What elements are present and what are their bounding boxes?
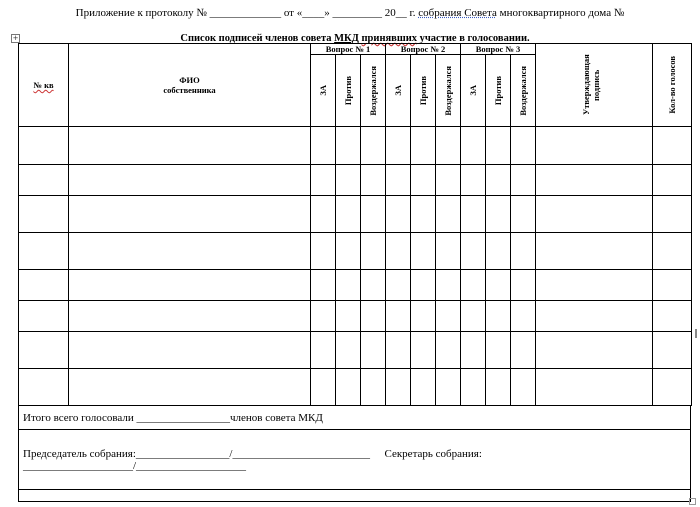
table-cell[interactable] (311, 332, 336, 369)
column-apt (19, 44, 69, 127)
table-cell[interactable] (511, 369, 536, 406)
table-body (19, 127, 692, 406)
column-fio-line1: ФИО (179, 75, 200, 85)
q1-for-label: ЗА (318, 85, 328, 96)
table-cell[interactable] (361, 127, 386, 165)
table-cell[interactable] (486, 127, 511, 165)
table-cell[interactable] (653, 369, 692, 406)
table-cell[interactable] (336, 332, 361, 369)
table-move-handle-icon[interactable]: + (12, 34, 19, 42)
table-cell[interactable] (361, 332, 386, 369)
table-row (19, 165, 692, 196)
table-cell[interactable] (361, 165, 386, 196)
table-resize-handle-icon[interactable] (689, 498, 696, 505)
table-cell[interactable] (386, 127, 411, 165)
table-cell[interactable] (411, 332, 436, 369)
column-fio (69, 44, 311, 127)
table-cell[interactable] (486, 369, 511, 406)
table-cell[interactable] (361, 233, 386, 270)
table-cell[interactable] (386, 270, 411, 301)
table-cell[interactable] (536, 165, 653, 196)
table-cell[interactable] (361, 196, 386, 233)
header-link: собрания Совета (418, 7, 497, 19)
table-cell[interactable] (361, 301, 386, 332)
table-cell[interactable] (411, 270, 436, 301)
q3-for (461, 55, 486, 127)
table-cell[interactable] (19, 332, 69, 369)
table-cell[interactable] (536, 270, 653, 301)
document-header (0, 7, 700, 19)
q1-abstained-label: Воздержался (368, 65, 378, 116)
table-row (19, 270, 692, 301)
table-cell[interactable] (461, 127, 486, 165)
table-cell[interactable] (336, 270, 361, 301)
table-cell[interactable] (361, 369, 386, 406)
table-cell[interactable] (461, 196, 486, 233)
table-title-participants: принявших (361, 33, 418, 44)
table-cell[interactable] (411, 196, 436, 233)
table-cell[interactable] (336, 369, 361, 406)
table-cell[interactable] (69, 233, 311, 270)
table-cell[interactable] (69, 301, 311, 332)
table-cell[interactable] (461, 332, 486, 369)
table-cell[interactable] (461, 301, 486, 332)
table-cell[interactable] (536, 369, 653, 406)
table-cell[interactable] (536, 196, 653, 233)
column-q3: Вопрос № 3 (461, 44, 536, 55)
table-cell[interactable] (336, 127, 361, 165)
table-cell[interactable] (69, 127, 311, 165)
q2-abstained-label: Воздержался (443, 65, 453, 116)
table-title-part1: Список подписей членов совета (180, 33, 335, 44)
table-cell[interactable] (436, 196, 461, 233)
table-cell[interactable] (19, 196, 69, 233)
table-cell[interactable] (336, 165, 361, 196)
table-row (19, 332, 692, 369)
table-title-mkd: МКД (334, 33, 359, 44)
table-row (19, 301, 692, 332)
table-cell[interactable] (486, 332, 511, 369)
q1-against (336, 55, 361, 127)
table-cell[interactable] (19, 165, 69, 196)
table-cell[interactable] (336, 301, 361, 332)
table-cell[interactable] (486, 270, 511, 301)
q3-abstained (511, 55, 536, 127)
secretary-line: Секретарь собрания: ____________________/____________________ (23, 447, 482, 472)
table-cell[interactable] (511, 270, 536, 301)
column-fio-line2: собственника (163, 85, 216, 95)
table-cell[interactable] (311, 165, 336, 196)
table-cell[interactable] (411, 233, 436, 270)
q2-for (386, 55, 411, 127)
table-cell[interactable] (511, 196, 536, 233)
table-cell[interactable] (69, 369, 311, 406)
table-title-part3: участие в голосовании. (417, 33, 530, 44)
q3-for-label: ЗА (468, 85, 478, 96)
q3-abstained-label: Воздержался (518, 65, 528, 116)
table-cell[interactable] (19, 369, 69, 406)
column-votes (653, 44, 692, 127)
table-cell[interactable] (486, 196, 511, 233)
column-q1: Вопрос № 1 (311, 44, 386, 55)
table-cell[interactable] (653, 165, 692, 196)
table-cell[interactable] (511, 301, 536, 332)
table-cell[interactable] (386, 301, 411, 332)
chairman-line: Председатель собрания:_________________/_________________________ (23, 447, 370, 460)
column-q2: Вопрос № 2 (386, 44, 461, 55)
table-cell[interactable] (653, 332, 692, 369)
table-row (19, 233, 692, 270)
signatures-line[interactable] (19, 430, 691, 490)
table-cell[interactable] (436, 301, 461, 332)
header-suffix: многоквартирного дома № (496, 7, 625, 19)
table-cell[interactable] (461, 165, 486, 196)
table-cell[interactable] (386, 196, 411, 233)
q2-abstained (436, 55, 461, 127)
table-cell[interactable] (436, 369, 461, 406)
q1-against-label: Против (343, 75, 353, 106)
table-cell[interactable] (69, 270, 311, 301)
table-cell[interactable] (311, 301, 336, 332)
table-cell[interactable] (436, 332, 461, 369)
table-cell[interactable] (536, 127, 653, 165)
table-cell[interactable] (653, 270, 692, 301)
table-cell[interactable] (386, 233, 411, 270)
table-cell[interactable] (411, 301, 436, 332)
table-cell[interactable] (653, 233, 692, 270)
table-cell[interactable] (486, 165, 511, 196)
table-cell[interactable] (386, 332, 411, 369)
row-resize-marker (695, 329, 697, 338)
table-cell[interactable] (511, 233, 536, 270)
table-cell[interactable] (486, 301, 511, 332)
total-line[interactable]: Итого всего голосовали _________________членов совета МКД (19, 406, 691, 430)
table-cell[interactable] (436, 233, 461, 270)
table-cell[interactable] (311, 196, 336, 233)
q3-against-label: Против (493, 75, 503, 106)
table-cell[interactable] (311, 369, 336, 406)
table-cell[interactable] (653, 127, 692, 165)
table-cell[interactable] (311, 270, 336, 301)
q2-against-label: Против (418, 75, 428, 106)
table-cell[interactable] (69, 165, 311, 196)
table-cell[interactable] (19, 127, 69, 165)
table-cell[interactable] (69, 196, 311, 233)
table-cell[interactable] (536, 233, 653, 270)
table-cell[interactable] (311, 233, 336, 270)
table-cell[interactable] (19, 270, 69, 301)
q2-against (411, 55, 436, 127)
table-cell[interactable] (361, 270, 386, 301)
table-cell[interactable] (486, 233, 511, 270)
column-signature (536, 44, 653, 127)
table-cell[interactable] (461, 270, 486, 301)
table-cell[interactable] (19, 233, 69, 270)
table-cell[interactable] (436, 127, 461, 165)
table-cell[interactable] (536, 332, 653, 369)
table-row (19, 127, 692, 165)
column-votes-label: Кол-во голосов (667, 56, 677, 114)
table-cell[interactable] (386, 369, 411, 406)
table-cell[interactable] (653, 301, 692, 332)
table-cell[interactable] (461, 233, 486, 270)
column-signature-label: Утверждающая подпись (581, 54, 601, 116)
table-cell[interactable] (511, 165, 536, 196)
table-row (19, 369, 692, 406)
column-apt-label: № кв (33, 80, 54, 90)
table-cell[interactable] (336, 196, 361, 233)
table-cell[interactable] (311, 127, 336, 165)
table-cell[interactable] (436, 165, 461, 196)
table-row (19, 196, 692, 233)
table-cell[interactable] (653, 196, 692, 233)
footer-empty-row[interactable] (19, 490, 691, 502)
table-cell[interactable] (19, 301, 69, 332)
table-cell[interactable] (336, 233, 361, 270)
table-cell[interactable] (536, 301, 653, 332)
table-cell[interactable] (69, 332, 311, 369)
q1-for (311, 55, 336, 127)
table-cell[interactable] (511, 332, 536, 369)
footer-table (18, 405, 691, 502)
table-cell[interactable] (461, 369, 486, 406)
q2-for-label: ЗА (393, 85, 403, 96)
q3-against (486, 55, 511, 127)
table-cell[interactable] (411, 127, 436, 165)
table-cell[interactable] (411, 369, 436, 406)
table-cell[interactable] (511, 127, 536, 165)
table-cell[interactable] (436, 270, 461, 301)
table-cell[interactable] (411, 165, 436, 196)
q1-abstained (361, 55, 386, 127)
header-prefix: Приложение к протоколу № _____________ от «____» _________ 20__ г. (75, 7, 416, 19)
table-cell[interactable] (386, 165, 411, 196)
signature-table (18, 43, 692, 406)
